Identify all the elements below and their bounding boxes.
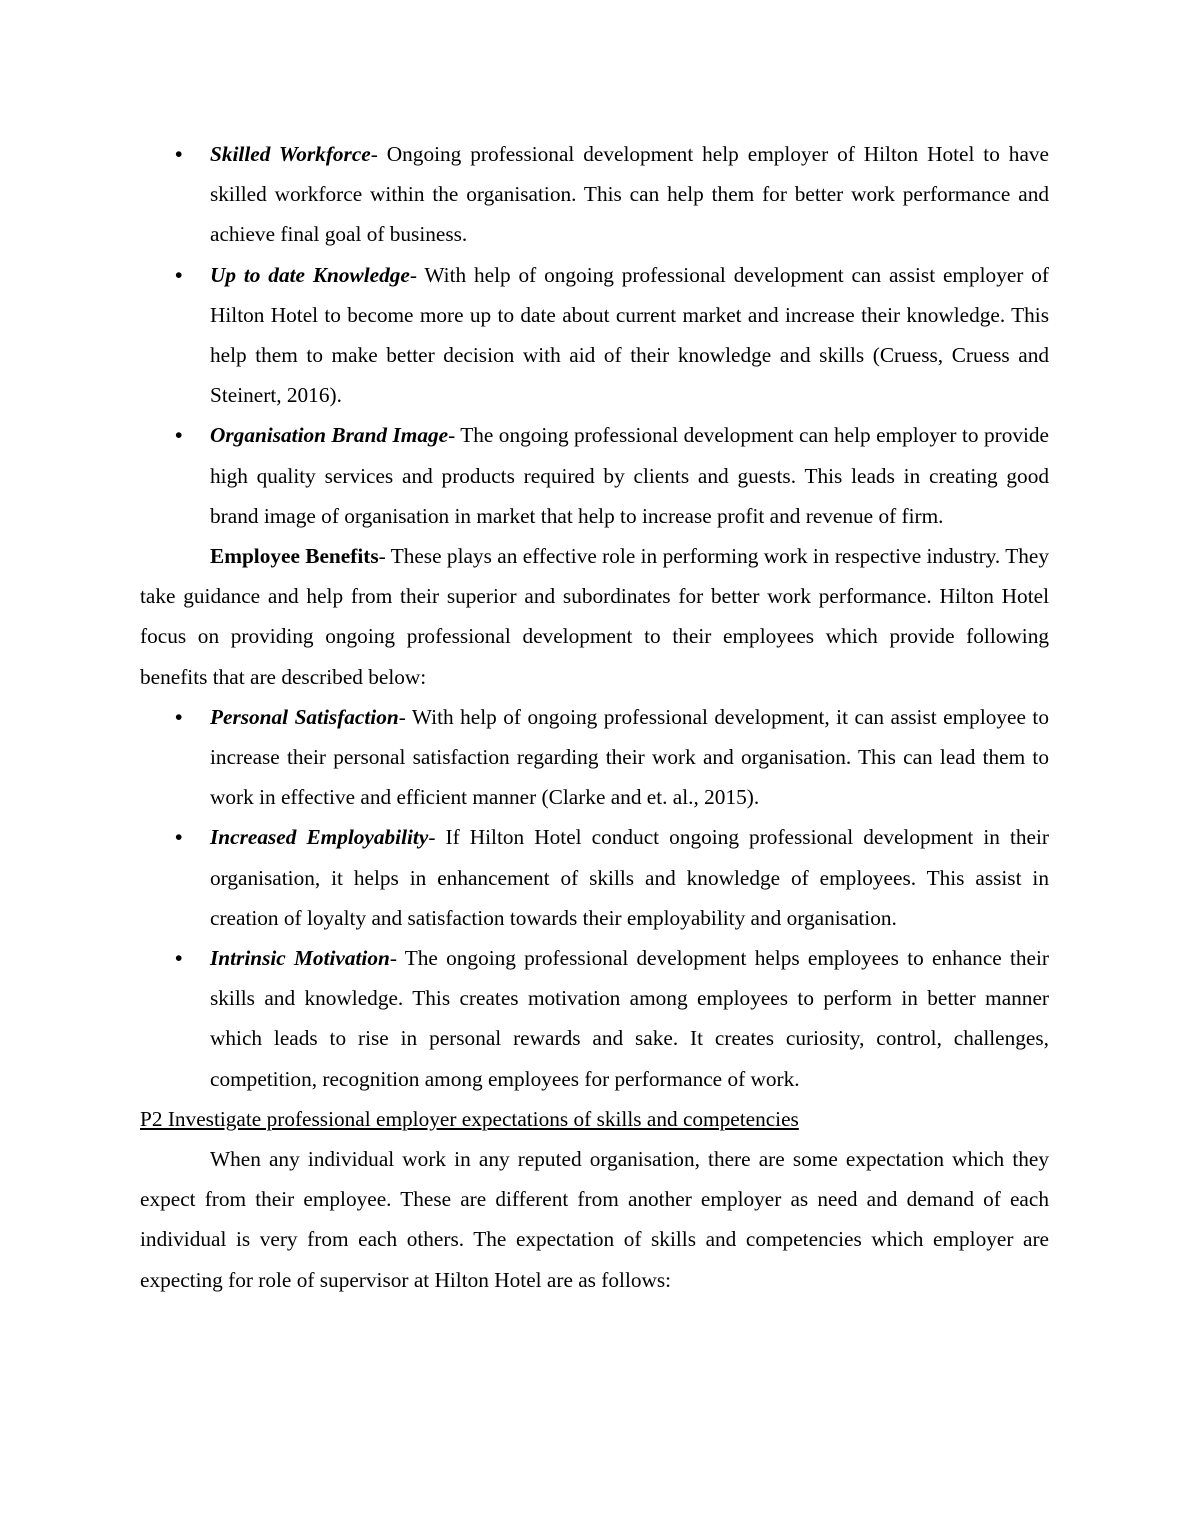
section-heading: P2 Investigate professional employer expectations of skills and competencies bbox=[140, 1106, 799, 1131]
list-item-text: - Ongoing professional development help employer of Hilton Hotel to have skilled workforce within the organisation. This can help them for better work performance and achieve final goal of business. bbox=[210, 142, 1049, 247]
list-item bbox=[140, 255, 1049, 416]
bullet-icon: • bbox=[175, 262, 183, 287]
employee-benefits-paragraph bbox=[140, 536, 1049, 697]
bullet-icon: • bbox=[175, 704, 183, 729]
list-item-text: - With help of ongoing professional development, it can assist employee to increase their personal satisfaction regarding their work and organisation. This can lead them to work in effective and efficient manner (Clarke and et. al., 2015). bbox=[210, 704, 1049, 810]
document-page bbox=[140, 134, 1049, 1300]
list-item bbox=[140, 134, 1049, 255]
bullet-icon: • bbox=[175, 142, 183, 166]
list-item-text: - If Hilton Hotel conduct ongoing professional development in their organisation, it helps in enhancement of skills and knowledge of employees. This assist in creation of loyalty and satisfaction towards their employability and organisation. bbox=[210, 825, 1049, 930]
list-item bbox=[140, 415, 1049, 536]
list-item bbox=[140, 697, 1049, 818]
list-item-text: - The ongoing professional development can help employer to provide high quality services and products required by clients and guests. This leads in creating good brand image of organisation in market that help to increase profit and revenue of firm. bbox=[210, 423, 1050, 528]
paragraph-term: Employee Benefits bbox=[210, 544, 379, 569]
employer-benefits-list bbox=[140, 134, 1049, 536]
bullet-icon: • bbox=[175, 825, 183, 850]
list-item-term: Personal Satisfaction bbox=[210, 704, 399, 729]
list-item-term: Skilled Workforce bbox=[210, 142, 371, 166]
bullet-icon: • bbox=[175, 423, 183, 448]
paragraph-text: - These plays an effective role in performing work in respective industry. They take guidance and help from their superior and subordinates for better work performance. Hilton Hotel focus on providing ongoing professional development to their employees which provide following benefits that are described below: bbox=[140, 544, 1049, 689]
list-item bbox=[140, 938, 1049, 1099]
list-item-term: Increased Employability bbox=[210, 825, 429, 850]
list-item-text: - With help of ongoing professional development can assist employer of Hilton Hotel to become more up to date about current market and increase their knowledge. This help them to make better decision with aid of their knowledge and skills (Cruess, Cruess and Steinert, 2016). bbox=[210, 262, 1049, 408]
bullet-icon: • bbox=[175, 946, 183, 971]
employee-benefits-list bbox=[140, 697, 1049, 1099]
list-item bbox=[140, 817, 1049, 938]
list-item-term: Intrinsic Motivation bbox=[210, 946, 390, 971]
list-item-text: - The ongoing professional development helps employees to enhance their skills and knowledge. This creates motivation among employees to perform in better manner which leads to rise in personal rewards and sake. It creates curiosity, control, challenges, competition, recognition among employees for performance of work. bbox=[210, 946, 1049, 1091]
section-paragraph: When any individual work in any reputed organisation, there are some expectation which they expect from their employee. These are different from another employer as need and demand of each individual is very from each others. The expectation of skills and competencies which employer are expecting for role of supervisor at Hilton Hotel are as follows: bbox=[140, 1147, 1049, 1292]
list-item-term: Organisation Brand Image bbox=[210, 423, 449, 448]
list-item-term: Up to date Knowledge bbox=[210, 262, 410, 287]
